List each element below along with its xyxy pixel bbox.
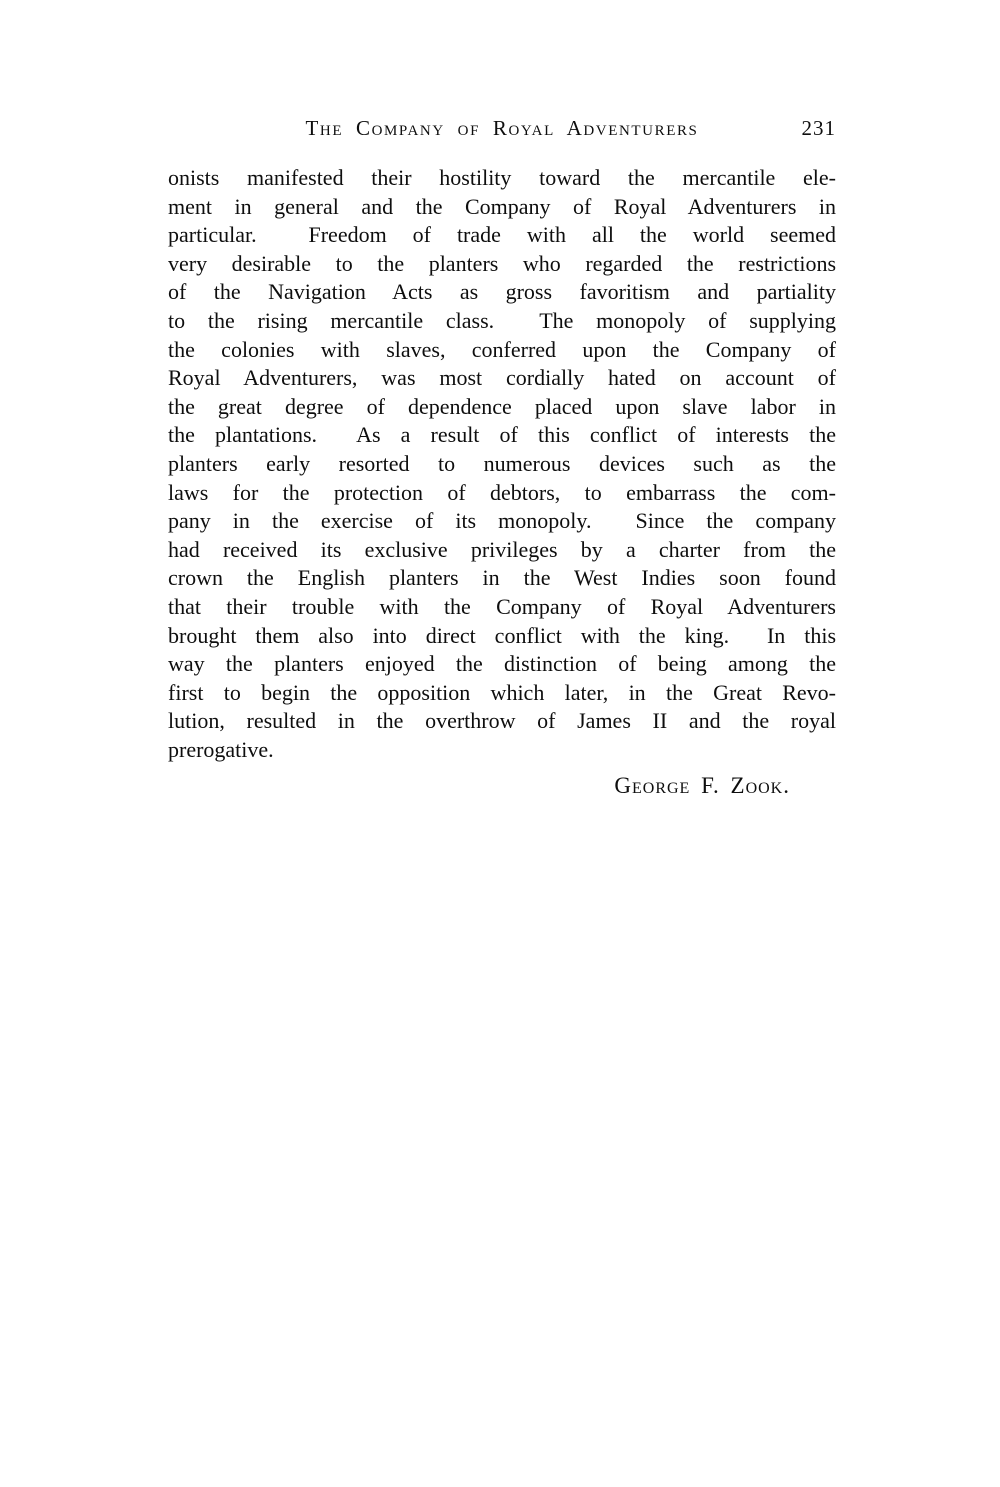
text-line: very desirable to the planters who regarded the restrictions (168, 250, 836, 276)
page-number: 231 (801, 116, 836, 140)
text-line: had received its exclusive privileges by a charter from the (168, 536, 836, 562)
text-line: Royal Adventurers, was most cordially hated on account of (168, 365, 836, 391)
text-line: that their trouble with the Company of Royal Adventurers (168, 593, 836, 619)
running-title: The Company of Royal Adventurers (305, 116, 699, 140)
text-line: planters early resorted to numerous devices such as the (168, 450, 836, 476)
text-line: prerogative. (168, 736, 274, 762)
text-line: to the rising mercantile class. The monopoly of supplying (168, 307, 836, 333)
text-line: way the planters enjoyed the distinction of being among the (168, 651, 836, 677)
text-line: first to begin the opposition which later, in the Great Revo- (168, 679, 836, 705)
author-signature: George F. Zook. (614, 773, 790, 798)
text-line: ment in general and the Company of Royal Adventurers in (168, 193, 836, 219)
text-line: lution, resulted in the overthrow of James II and the royal (168, 708, 836, 734)
text-line: the great degree of dependence placed upon slave labor in (168, 393, 836, 419)
text-line: of the Navigation Acts as gross favoritism and partiality (168, 279, 836, 305)
text-line: particular. Freedom of trade with all the world seemed (168, 222, 836, 248)
text-line: pany in the exercise of its monopoly. Since the company (168, 508, 836, 534)
text-line: laws for the protection of debtors, to embarrass the com- (168, 479, 836, 505)
text-line: onists manifested their hostility toward the mercantile ele- (168, 165, 836, 190)
text-line: the plantations. As a result of this conflict of interests the (168, 422, 836, 448)
body-text (168, 164, 836, 764)
text-line: the colonies with slaves, conferred upon the Company of (168, 336, 836, 362)
page-header (168, 115, 836, 141)
text-line: brought them also into direct conflict with the king. In this (168, 622, 836, 648)
text-line: crown the English planters in the West Indies soon found (168, 565, 836, 591)
